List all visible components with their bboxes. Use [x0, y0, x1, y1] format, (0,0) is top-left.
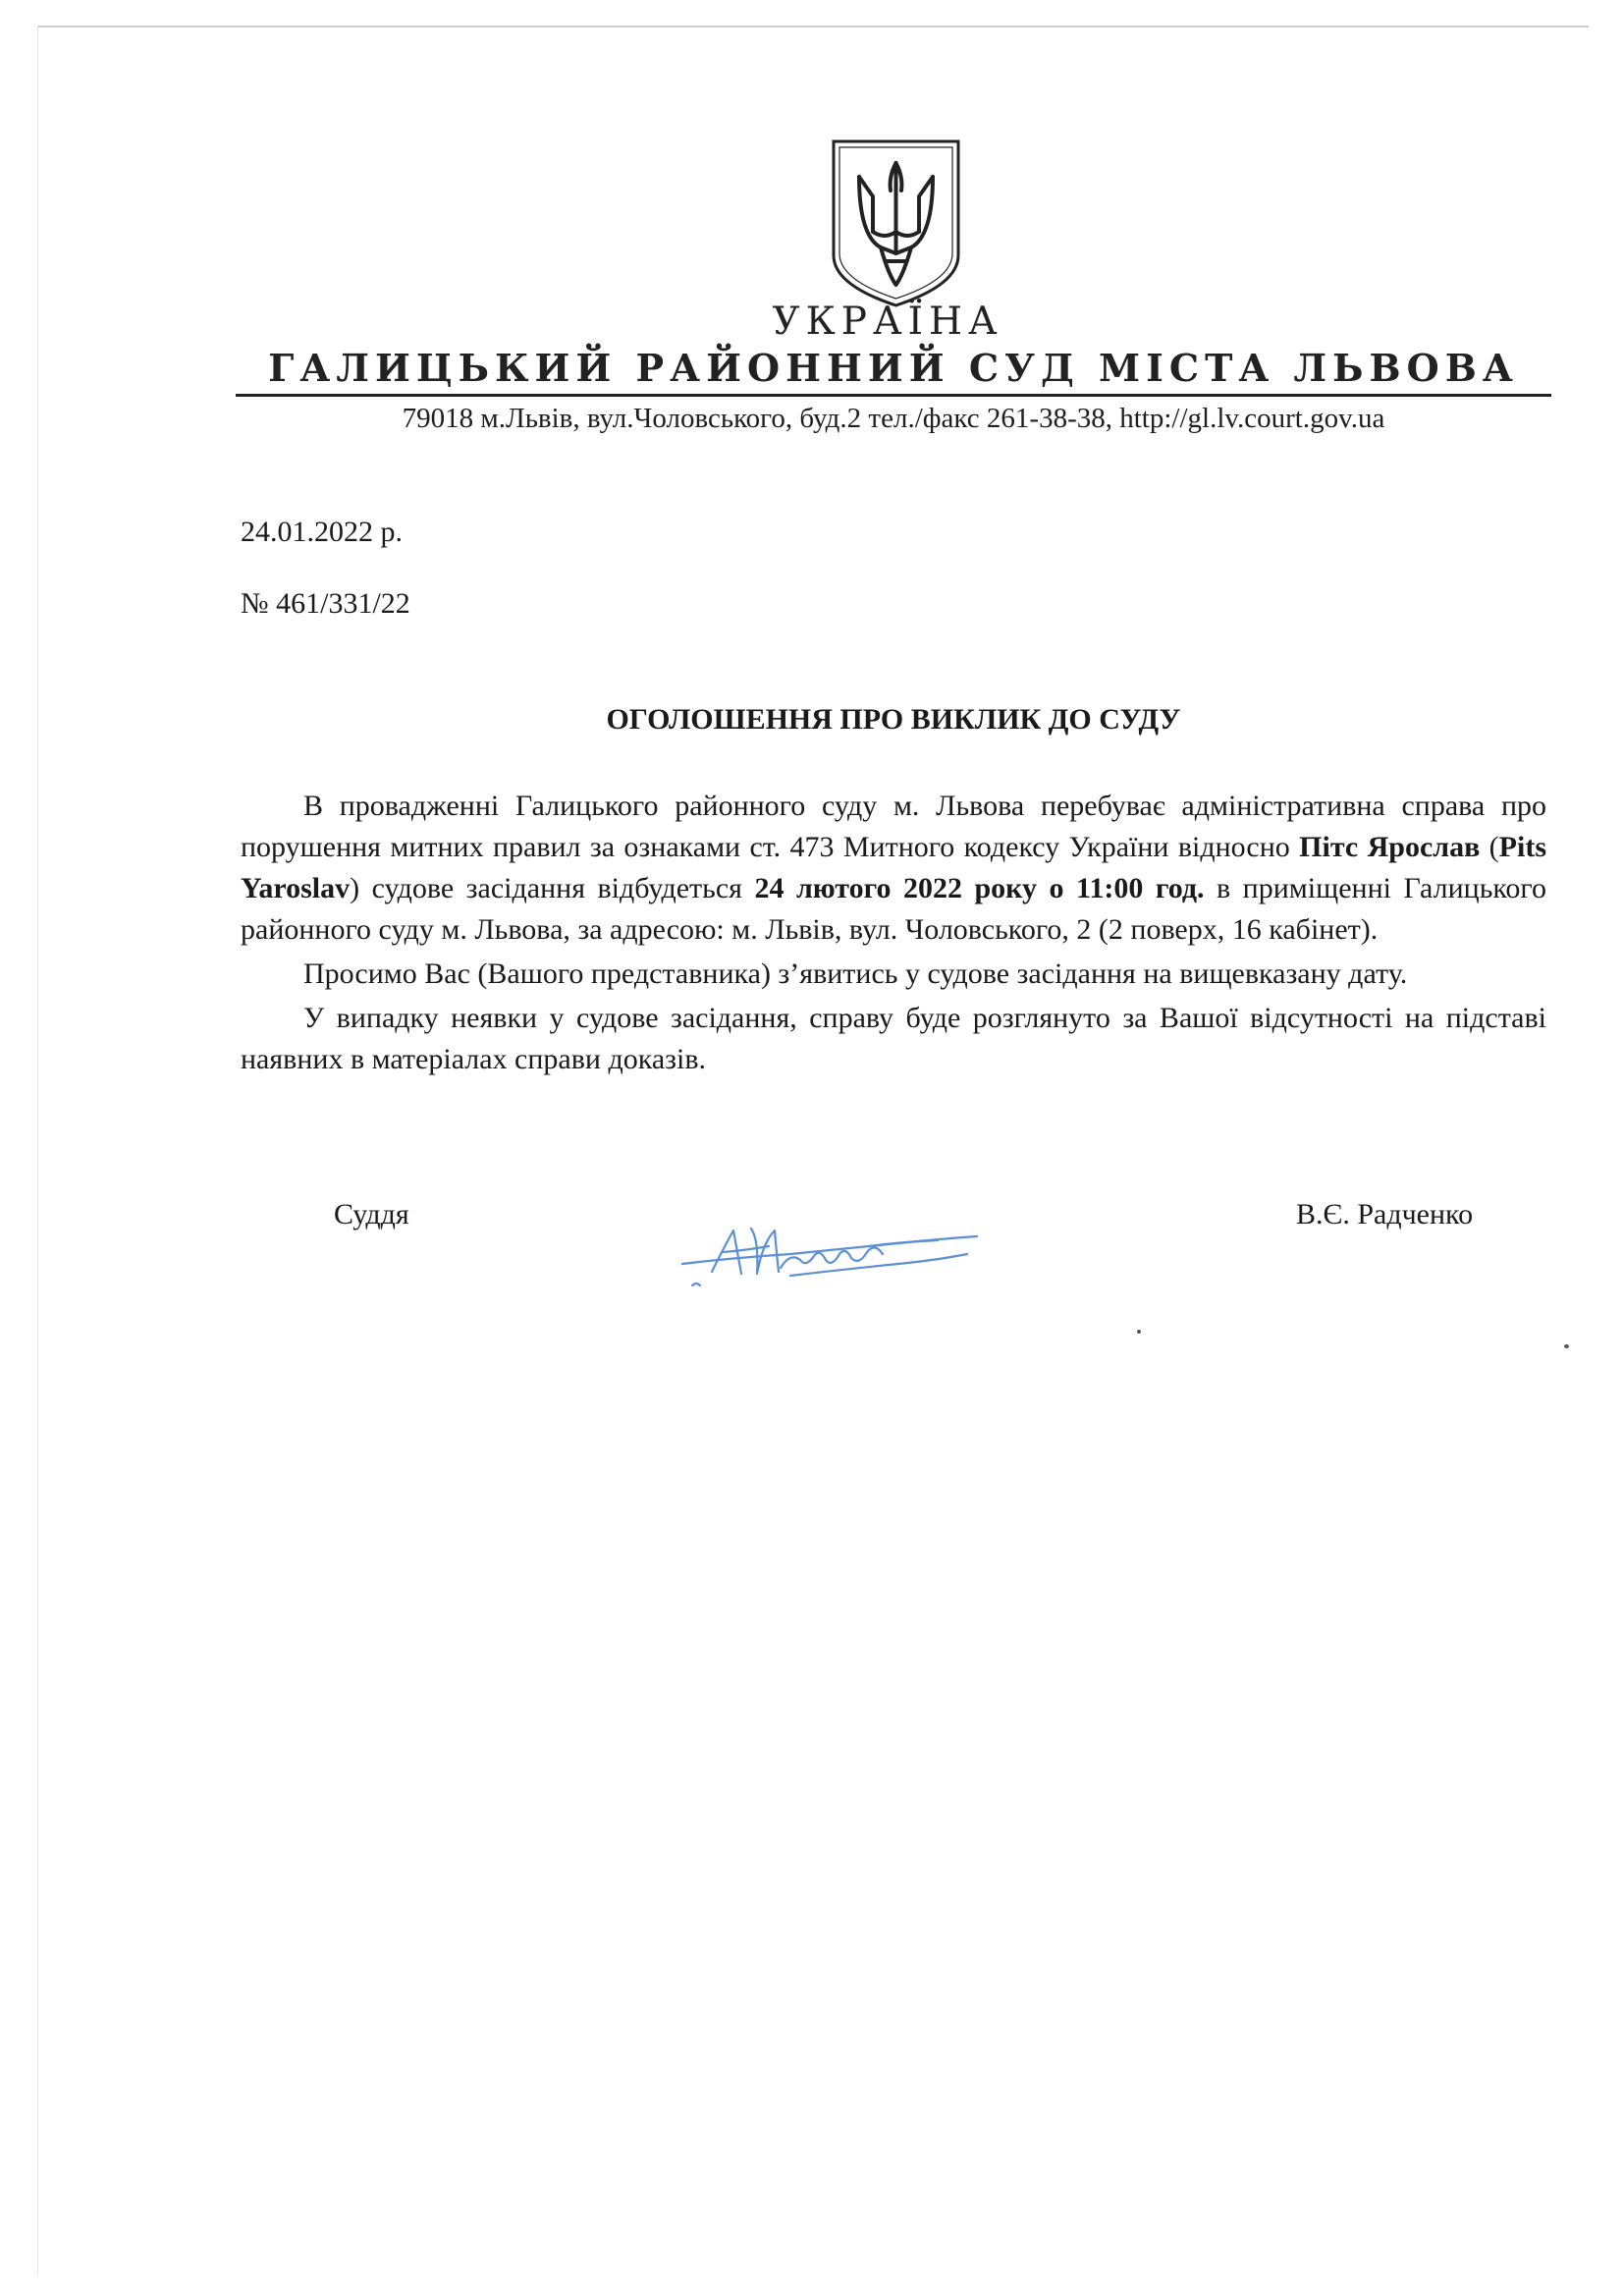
document-body — [241, 786, 1546, 1080]
document-title: ОГОЛОШЕННЯ ПРО ВИКЛИК ДО СУДУ — [606, 703, 1181, 736]
body-text-segment: ) судове засідання відбудеться — [350, 872, 755, 904]
court-name: ГАЛИЦЬКИЙ РАЙОННИЙ СУД МІСТА ЛЬВОВА — [268, 346, 1519, 390]
document-date: 24.01.2022 р. — [241, 516, 403, 548]
country-name: УКРАЇНА — [772, 300, 1003, 344]
scan-page-edge — [37, 26, 1589, 27]
scan-page-edge-left — [37, 26, 38, 2274]
body-paragraph-summons — [241, 786, 1546, 951]
scan-speck — [1564, 1344, 1569, 1348]
hearing-datetime: 24 лютого 2022 року о 11:00 год. — [754, 872, 1205, 904]
scan-speck — [1137, 1330, 1141, 1334]
body-text-segment: ( — [1480, 831, 1499, 863]
body-paragraph-request: Просимо Вас (Вашого представника) з’явитись у судове засідання на вищевказану дату. — [303, 957, 1408, 990]
trident-coat-of-arms-icon — [830, 137, 962, 309]
signatory-name: В.Є. Радченко — [1296, 1198, 1474, 1230]
handwritten-signature — [673, 1203, 987, 1321]
document-number: № 461/331/22 — [241, 587, 410, 620]
defendant-name-latin: Pits Yaroslav — [241, 831, 1546, 904]
defendant-name: Пітс Ярослав — [1299, 831, 1481, 863]
body-paragraph-absence: У випадку неявки у судове засідання, справу буде розглянуто за Вашої відсутності на підставі наявних в матеріалах справи доказів. — [241, 1002, 1546, 1075]
signatory-role: Суддя — [334, 1198, 409, 1230]
body-text-segment: В провадженні Галицького районного суду м. Львова перебуває адміністративна справа про порушення митних правил за ознаками ст. 473 Митного кодексу України відносно — [241, 790, 1546, 863]
court-address: 79018 м.Львів, вул.Чоловського, буд.2 тел./факс 261-38-38, http://gl.lv.court.gov.ua — [402, 403, 1385, 434]
header-divider — [236, 394, 1551, 397]
body-text-segment: в приміщенні Галицького районного суду м. Львова, за адресою: м. Львів, вул. Чоловського, 2 (2 поверх, 16 кабінет). — [241, 872, 1546, 946]
